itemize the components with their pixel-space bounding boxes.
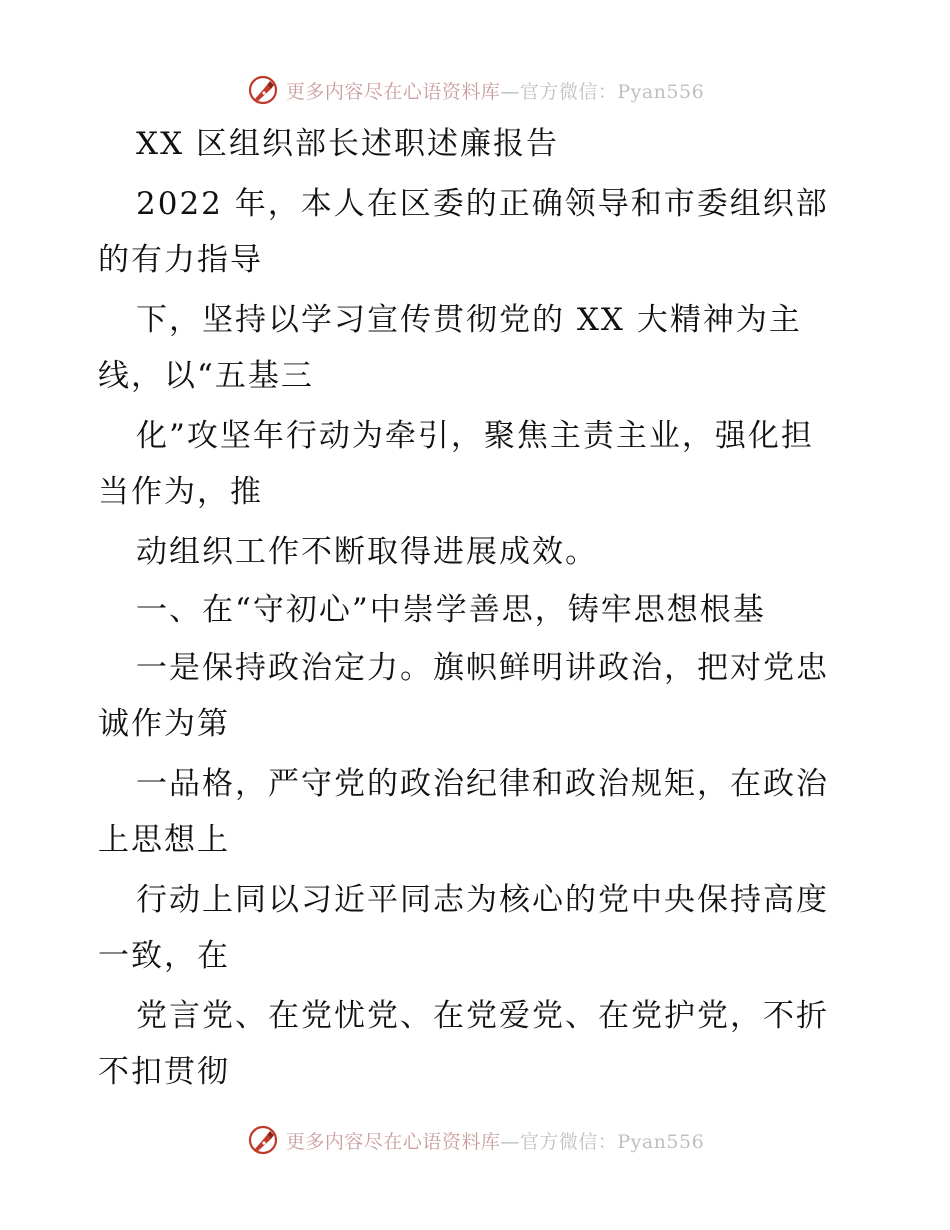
paragraph-line: 2022 年，本人在区委的正确领导和市委组织部 bbox=[136, 186, 829, 222]
footer-watermark-banner bbox=[0, 1120, 950, 1160]
watermark-main-text: 更多内容尽在心语资料库 bbox=[285, 1130, 501, 1153]
watermark-separator: — bbox=[500, 1130, 520, 1153]
header-watermark-banner bbox=[0, 70, 950, 110]
paragraph-line: 一品格，严守党的政治纪律和政治规矩，在政治 bbox=[136, 766, 829, 802]
watermark-wechat-text: 官方微信：Pyan556 bbox=[519, 80, 705, 103]
paragraph-line: 党言党、在党忧党、在党爱党、在党护党，不折 bbox=[136, 998, 829, 1034]
paragraph-line: 当作为，推 bbox=[98, 474, 263, 510]
paragraph-line: 上思想上 bbox=[98, 822, 230, 858]
paragraph-line: 下，坚持以学习宣传贯彻党的 XX 大精神为主 bbox=[136, 302, 802, 338]
watermark-wechat-text: 官方微信：Pyan556 bbox=[519, 1130, 705, 1153]
paragraph-line: 一是保持政治定力。旗帜鲜明讲政治，把对党忠 bbox=[136, 650, 829, 686]
paragraph-line: 行动上同以习近平同志为核心的党中央保持高度 bbox=[136, 882, 829, 918]
section-heading: 一、在“守初心”中崇学善思，铸牢思想根基 bbox=[136, 592, 766, 628]
paragraph-line: 不扣贯彻 bbox=[98, 1054, 230, 1090]
paragraph-line: 一致，在 bbox=[98, 938, 230, 974]
paragraph-line: 的有力指导 bbox=[98, 242, 263, 278]
pen-nib-logo-icon bbox=[246, 73, 280, 107]
paragraph-line: 动组织工作不断取得进展成效。 bbox=[136, 534, 598, 570]
paragraph-line: 化”攻坚年行动为牵引，聚焦主责主业，强化担 bbox=[136, 418, 814, 454]
document-title: XX 区组织部长述职述廉报告 bbox=[136, 126, 559, 162]
paragraph-line: 线，以“五基三 bbox=[98, 358, 314, 394]
watermark-separator: — bbox=[500, 80, 520, 103]
pen-nib-logo-icon bbox=[246, 1123, 280, 1157]
watermark-main-text: 更多内容尽在心语资料库 bbox=[285, 80, 501, 103]
paragraph-line: 诚作为第 bbox=[98, 706, 230, 742]
